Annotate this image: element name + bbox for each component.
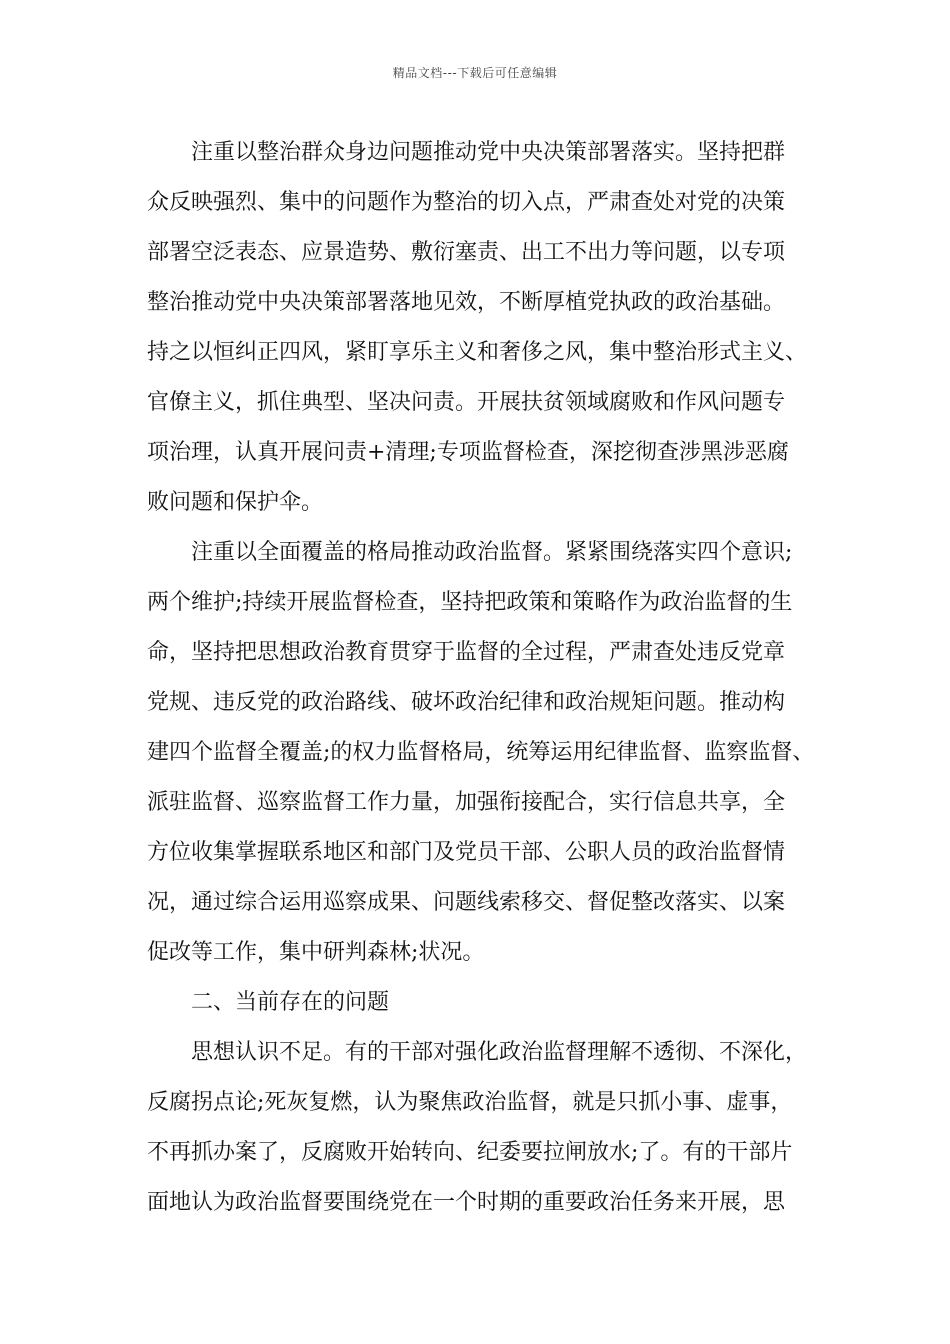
text-line: 众反映强烈、集中的问题作为整治的切入点，严肃查处对党的决策 [147,190,786,215]
text-line: 促改等工作，集中研判森林;状况。 [147,940,485,965]
text-line: 建四个监督全覆盖;的权力监督格局，统筹运用纪律监督、监察监督、 [147,740,815,765]
text-line: 反腐拐点论;死灰复燃，认为聚焦政治监督，就是只抓小事、虚事， [147,1090,793,1115]
text-line: 部署空泛表态、应景造势、敷衍塞责、出工不出力等问题，以专项 [147,240,786,265]
text-line: 败问题和保护伞。 [147,490,324,515]
text-line: 党规、违反党的政治路线、破坏政治纪律和政治规矩问题。推动构 [147,690,786,715]
header-note: 精品文档---下载后可任意编辑 [392,66,558,80]
text-line: 方位收集掌握联系地区和部门及党员干部、公职人员的政治监督情 [147,840,786,865]
text-line: 况，通过综合运用巡察成果、问题线索移交、督促整改落实、以案 [147,890,786,915]
text-line: 思想认识不足。有的干部对强化政治监督理解不透彻、不深化， [191,1040,808,1065]
text-line: 不再抓办案了，反腐败开始转向、纪委要拉闸放水;了。有的干部片 [147,1140,793,1165]
text-line: 注重以全面覆盖的格局推动政治监督。紧紧围绕落实四个意识; [191,540,793,565]
text-line: 二、当前存在的问题 [191,990,390,1015]
text-line: 整治推动党中央决策部署落地见效，不断厚植党执政的政治基础。 [147,290,786,315]
text-line: 注重以整治群众身边问题推动党中央决策部署落实。坚持把群 [191,140,786,165]
text-line: 持之以恒纠正四风，紧盯享乐主义和奢侈之风，集中整治形式主义、 [147,340,808,365]
text-line: 官僚主义，抓住典型、坚决问责。开展扶贫领域腐败和作风问题专 [147,390,786,415]
text-line: 两个维护;持续开展监督检查，坚持把政策和策略作为政治监督的生 [147,590,793,615]
text-line: 命，坚持把思想政治教育贯穿于监督的全过程，严肃查处违反党章 [147,640,786,665]
body-text [147,128,827,1228]
text-line: 派驻监督、巡察监督工作力量，加强衔接配合，实行信息共享，全 [147,790,786,815]
text-line: 面地认为政治监督要围绕党在一个时期的重要政治任务来开展，思 [147,1190,786,1215]
text-line: 项治理，认真开展问责+清理;专项监督检查，深挖彻查涉黑涉恶腐 [147,440,789,465]
